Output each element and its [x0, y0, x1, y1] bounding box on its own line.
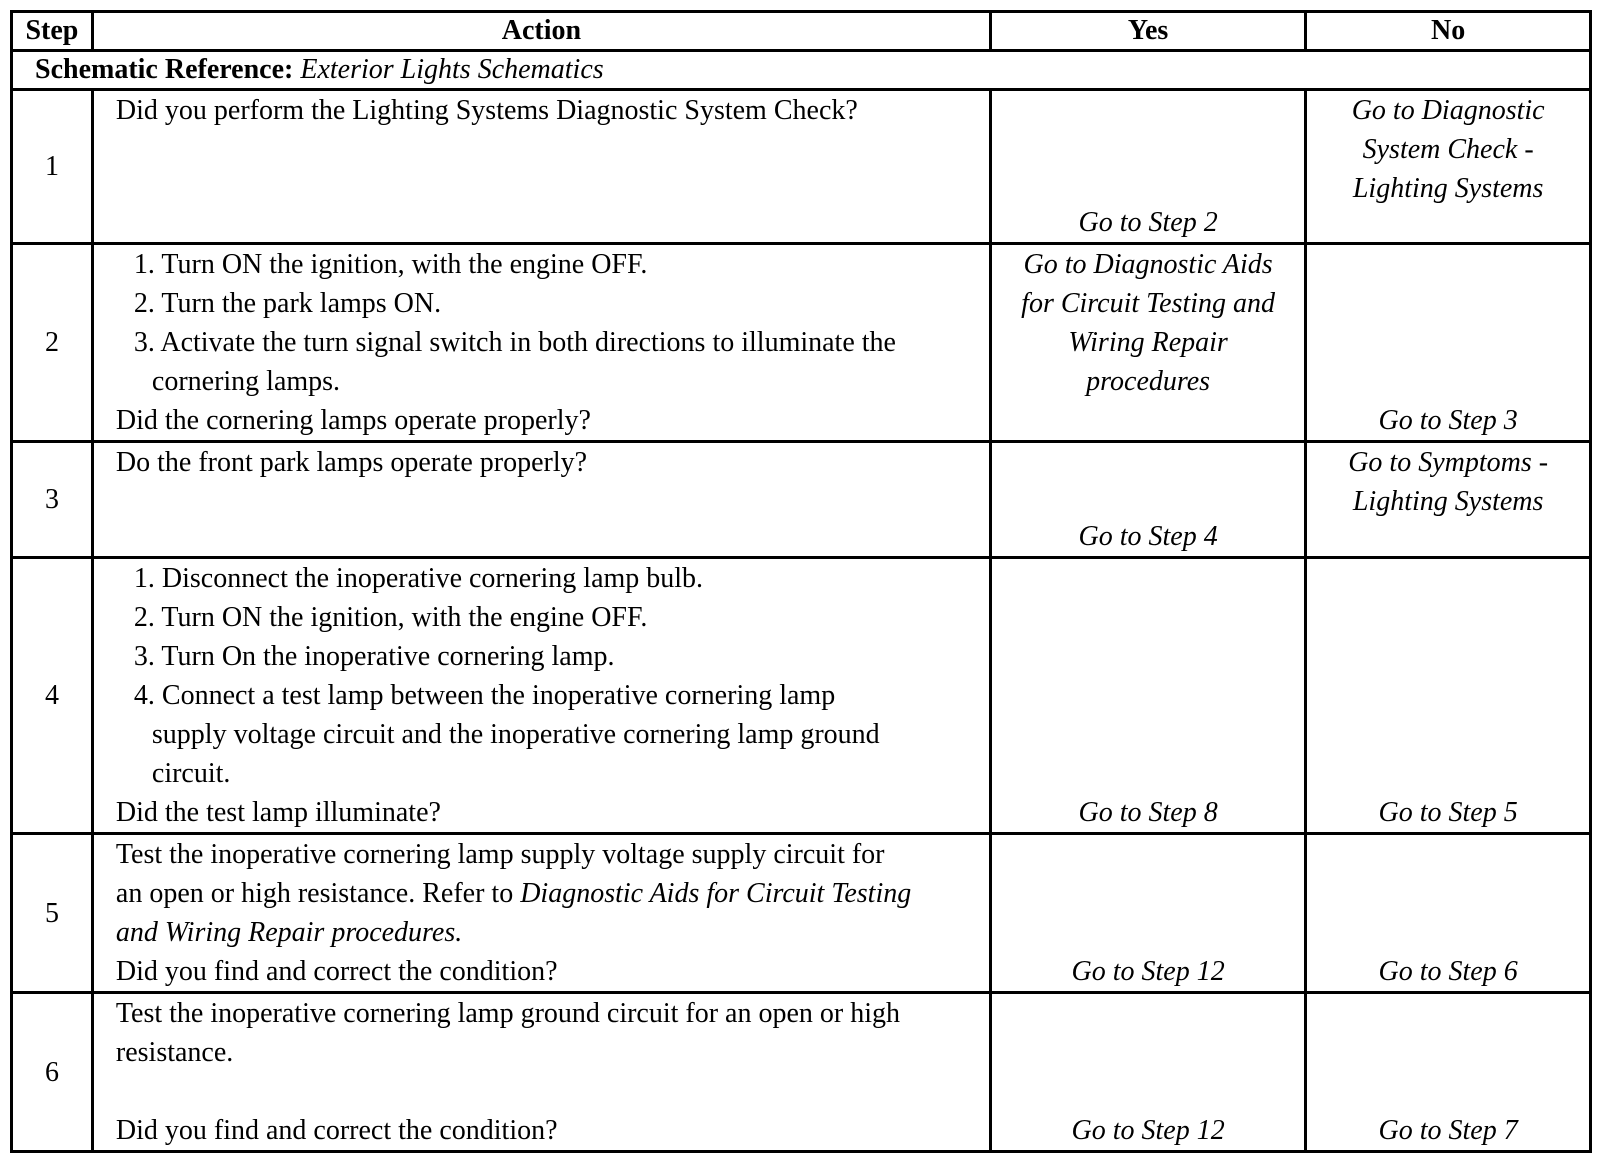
yes-result: Go to Step 12 — [1071, 1115, 1225, 1146]
table-row — [12, 558, 1591, 834]
yes-cell — [990, 993, 1305, 1152]
no-result: Go to Step 5 — [1378, 797, 1518, 828]
no-cell — [1306, 90, 1591, 244]
yes-result: Go to Step 2 — [1078, 207, 1218, 238]
yes-cell — [990, 558, 1305, 834]
schematic-reference-value: Exterior Lights Schematics — [300, 54, 604, 85]
yes-cell — [990, 90, 1305, 244]
action-step-item: 3. Turn On the inoperative cornering lamp. — [133, 641, 615, 672]
action-cell — [92, 558, 990, 834]
action-step-item: 4. Connect a test lamp between the inoperative cornering lamp supply voltage circuit and the inoperative cornering lamp ground circuit. — [133, 680, 880, 789]
no-cell — [1306, 993, 1591, 1152]
step-number: 2 — [12, 244, 93, 442]
step-number: 4 — [12, 558, 93, 834]
action-step-list — [116, 559, 977, 793]
no-cell — [1306, 442, 1591, 558]
action-text-plain: Test the inoperative cornering lamp supply voltage supply circuit for an open or high resistance. Refer to — [115, 839, 885, 909]
step-number: 1 — [12, 90, 93, 244]
action-cell — [92, 993, 990, 1152]
action-question: Did you perform the Lighting Systems Diagnostic System Check? — [115, 95, 858, 126]
step-number: 6 — [12, 993, 93, 1152]
diagnostic-table — [10, 10, 1592, 1153]
yes-result: Go to Step 8 — [1078, 797, 1218, 828]
action-cell — [92, 834, 990, 993]
no-result: Go to Step 3 — [1378, 405, 1518, 436]
action-step-item: 2. Turn ON the ignition, with the engine OFF. — [133, 602, 648, 633]
action-step-item: 2. Turn the park lamps ON. — [133, 288, 442, 319]
step-number: 5 — [12, 834, 93, 993]
header-step: Step — [12, 12, 93, 51]
action-question: Do the front park lamps operate properly? — [115, 447, 588, 478]
table-row — [12, 90, 1591, 244]
action-text-reference: Diagnostic Aids for Circuit Testing and Wiring Repair procedures. — [115, 878, 912, 948]
yes-cell — [990, 244, 1305, 442]
no-cell — [1306, 558, 1591, 834]
action-cell — [92, 90, 990, 244]
step-number: 3 — [12, 442, 93, 558]
table-row — [12, 442, 1591, 558]
table-row — [12, 993, 1591, 1152]
action-text: Test the inoperative cornering lamp ground circuit for an open or high resistance. — [115, 998, 901, 1068]
header-row — [12, 12, 1591, 51]
no-result: Go to Step 7 — [1378, 1115, 1518, 1146]
table-row — [12, 834, 1591, 993]
action-question: Did you find and correct the condition? — [115, 956, 558, 987]
yes-cell — [990, 442, 1305, 558]
header-yes: Yes — [990, 12, 1305, 51]
yes-result: Go to Step 4 — [1078, 521, 1218, 552]
header-no: No — [1306, 12, 1591, 51]
no-result: Go to Step 6 — [1378, 956, 1518, 987]
yes-result: Go to Step 12 — [1071, 956, 1225, 987]
no-result: Go to Diagnostic System Check - Lighting Systems — [1351, 95, 1545, 204]
no-result: Go to Symptoms - Lighting Systems — [1348, 447, 1549, 517]
header-action: Action — [92, 12, 990, 51]
yes-cell — [990, 834, 1305, 993]
action-question: Did you find and correct the condition? — [115, 1115, 558, 1146]
action-cell — [92, 244, 990, 442]
action-question: Did the cornering lamps operate properly? — [115, 405, 591, 436]
action-step-list — [116, 245, 977, 401]
action-cell — [92, 442, 990, 558]
action-step-item: 3. Activate the turn signal switch in both directions to illuminate the cornering lamps. — [133, 327, 896, 397]
action-step-item: 1. Turn ON the ignition, with the engine OFF. — [133, 249, 648, 280]
schematic-reference — [12, 51, 1591, 90]
no-cell — [1306, 244, 1591, 442]
action-text — [116, 835, 977, 952]
table-row — [12, 244, 1591, 442]
schematic-reference-row — [12, 51, 1591, 90]
action-step-item: 1. Disconnect the inoperative cornering lamp bulb. — [133, 563, 704, 594]
yes-result: Go to Diagnostic Aids for Circuit Testing and Wiring Repair procedures — [1021, 249, 1276, 397]
action-question: Did the test lamp illuminate? — [115, 797, 441, 828]
schematic-reference-label: Schematic Reference: — [35, 54, 294, 85]
no-cell — [1306, 834, 1591, 993]
